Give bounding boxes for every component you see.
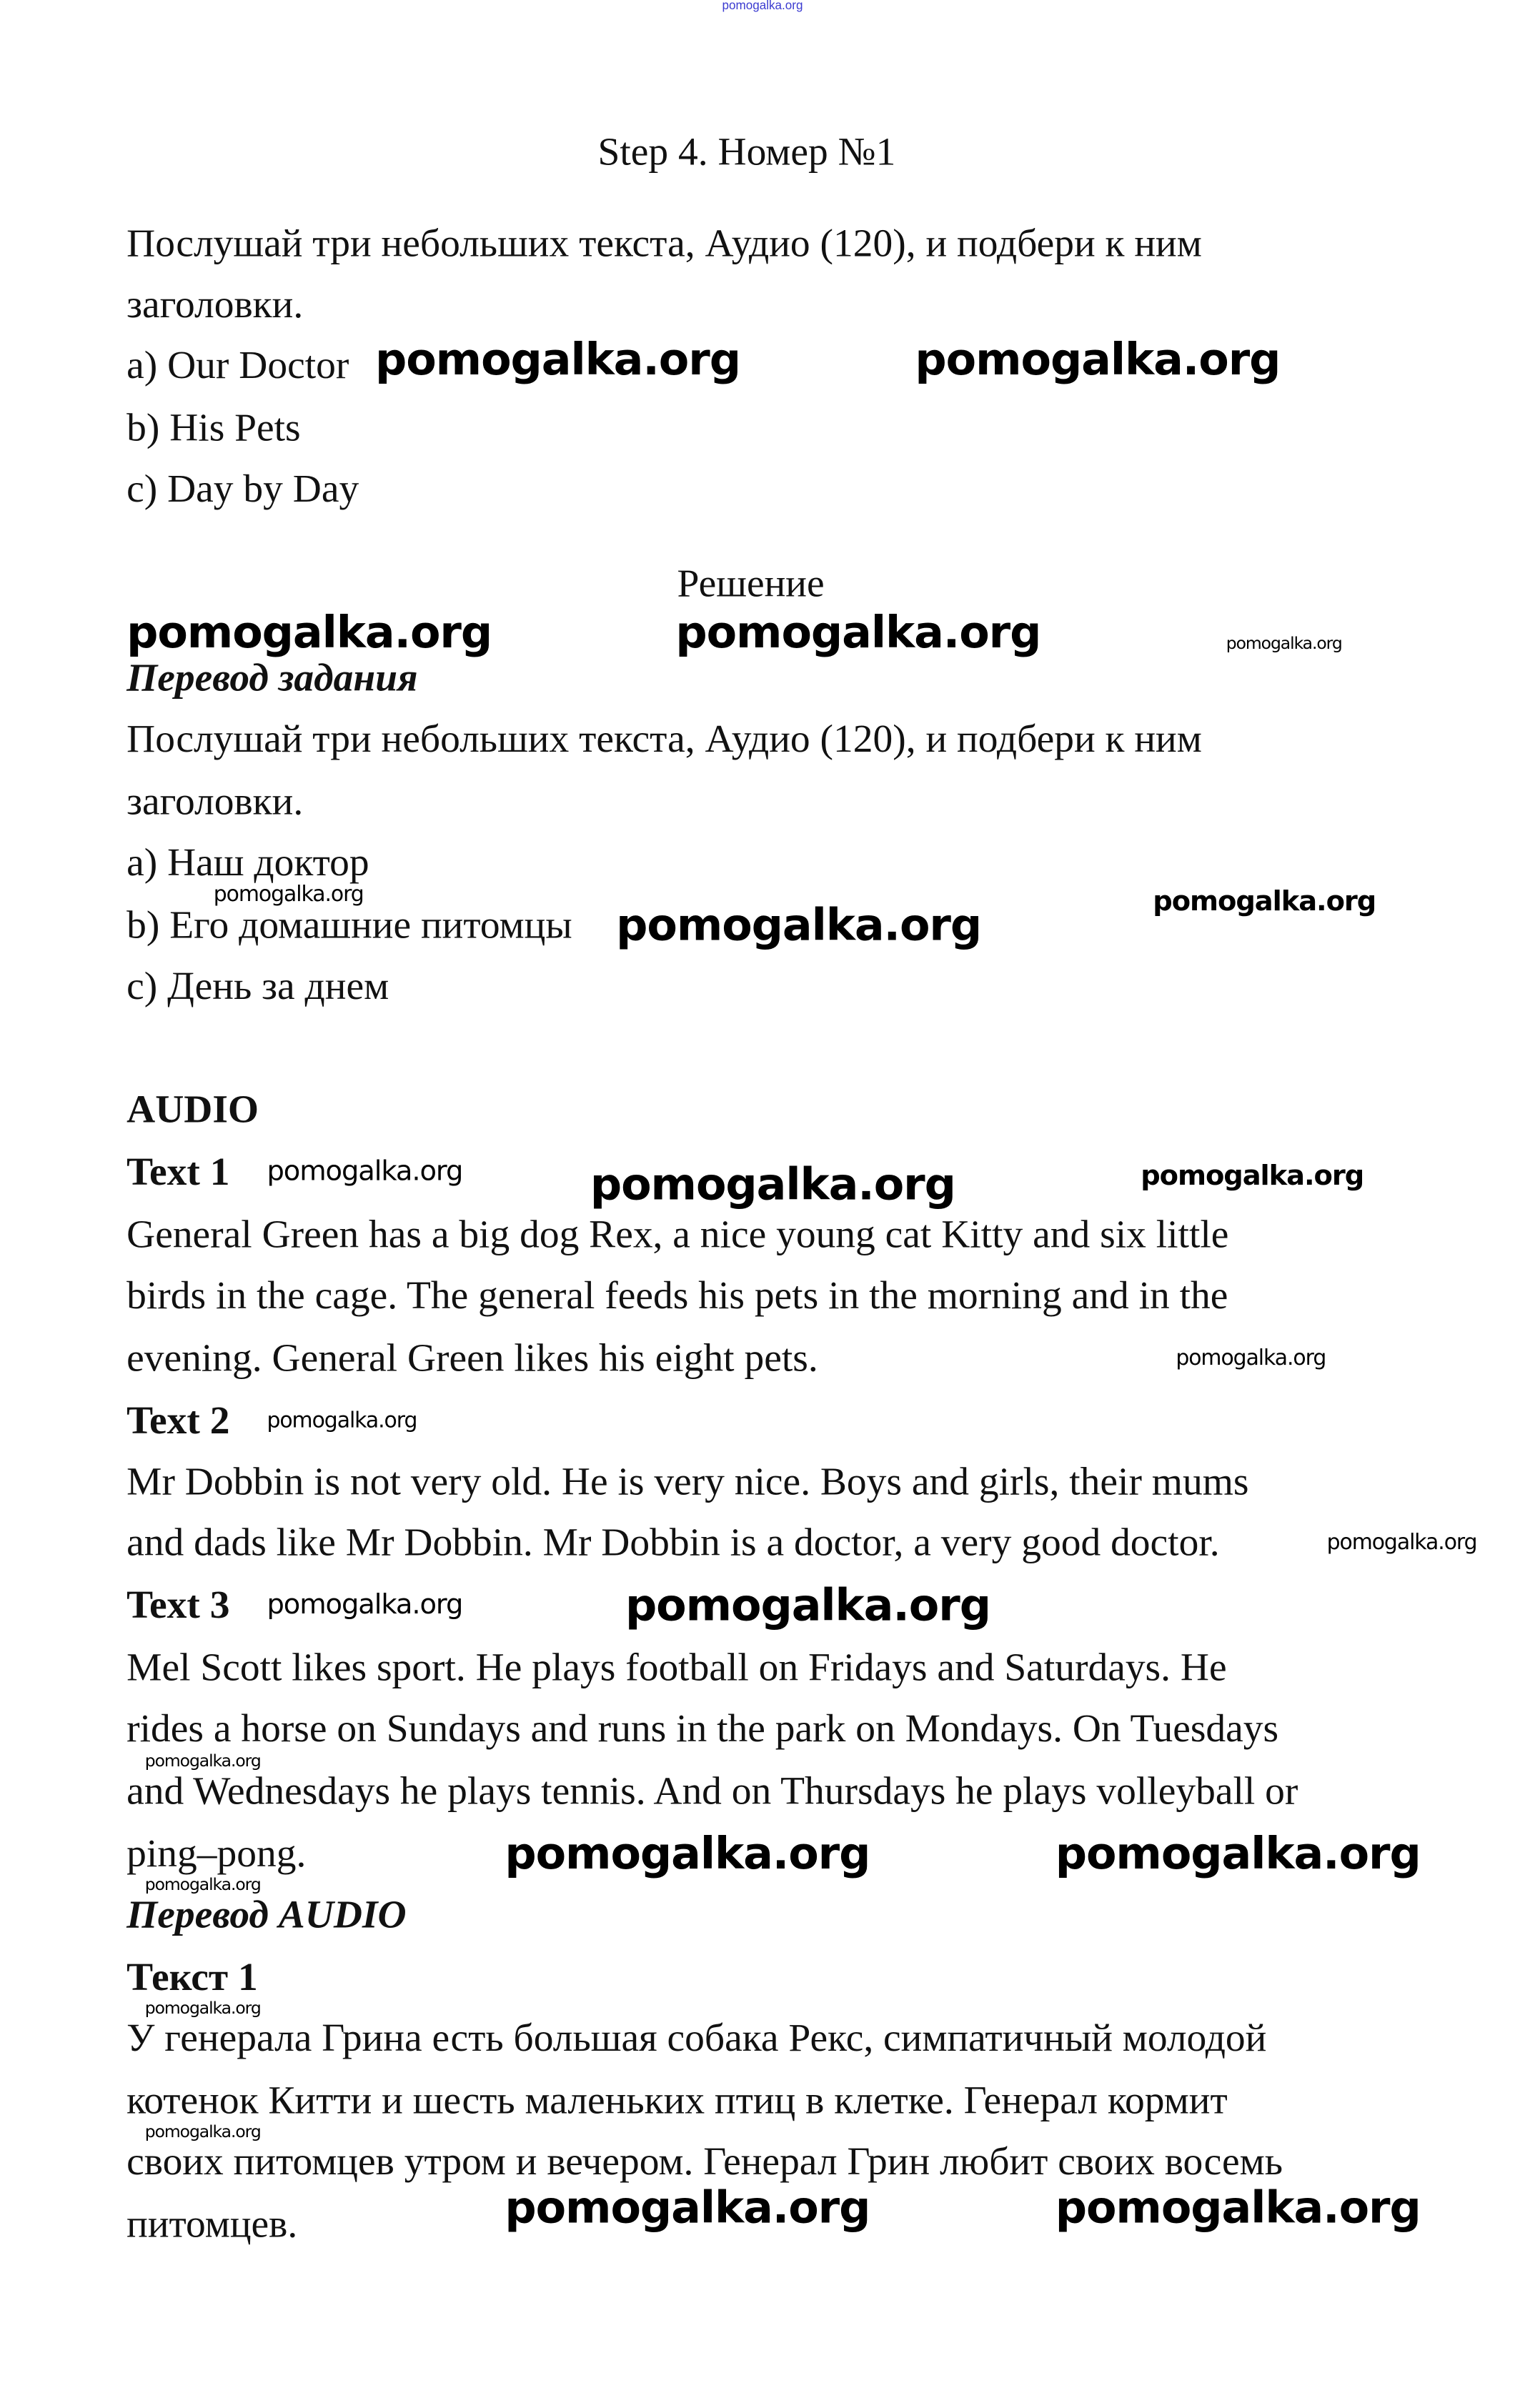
translation-option: c) День за днем <box>126 963 389 1008</box>
text-line: General Green has a big dog Rex, a nice young cat Kitty and six little <box>126 1212 1229 1257</box>
watermark: pomogalka.org <box>505 2181 870 2234</box>
watermark: pomogalka.org <box>505 1827 870 1880</box>
text-line: У генерала Грина есть большая собака Рекс, симпатичный молодой <box>126 2016 1267 2061</box>
header-watermark: pomogalka.org <box>722 0 803 13</box>
text-title: Text 2 <box>126 1398 230 1443</box>
translation-heading: Перевод задания <box>126 655 418 700</box>
watermark: pomogalka.org <box>144 1874 261 1895</box>
watermark: pomogalka.org <box>374 333 740 385</box>
watermark: pomogalka.org <box>1153 885 1376 918</box>
text-line: rides a horse on Sundays and runs in the park on Mondays. On Tuesdays <box>126 1706 1279 1751</box>
text-line: котенок Китти и шесть маленьких птиц в клетке. Генерал кормит <box>126 2078 1228 2123</box>
watermark: pomogalka.org <box>915 333 1281 385</box>
translation-option: b) Его домашние питомцы <box>126 902 572 947</box>
text-line: Mel Scott likes sport. He plays football on Fridays and Saturdays. He <box>126 1645 1227 1690</box>
task-option: a) Our Doctor <box>126 343 349 388</box>
watermark: pomogalka.org <box>675 606 1041 658</box>
watermark: pomogalka.org <box>1176 1346 1326 1371</box>
watermark: pomogalka.org <box>1055 2181 1421 2234</box>
watermark: pomogalka.org <box>126 606 492 658</box>
text-title: Текст 1 <box>126 1954 258 1999</box>
translation-text: Послушай три небольших текста, Аудио (120), и подбери к ним <box>126 716 1202 761</box>
text-title: Text 3 <box>126 1583 230 1627</box>
audio-heading: AUDIO <box>126 1087 259 1132</box>
translation-text: заголовки. <box>126 779 304 824</box>
text-title: Text 1 <box>126 1150 230 1194</box>
watermark: pomogalka.org <box>144 1751 261 1771</box>
watermark: pomogalka.org <box>1141 1160 1364 1193</box>
watermark: pomogalka.org <box>590 1158 955 1210</box>
watermark: pomogalka.org <box>267 1408 417 1433</box>
text-line: ping–pong. <box>126 1831 307 1876</box>
watermark: pomogalka.org <box>625 1578 990 1631</box>
audio-translation-heading: Перевод AUDIO <box>126 1892 407 1937</box>
text-line: and Wednesdays he plays tennis. And on Thursdays he plays volleyball or <box>126 1768 1298 1814</box>
text-line: своих питомцев утром и вечером. Генерал Грин любит своих восемь <box>126 2139 1283 2184</box>
watermark: pomogalka.org <box>213 882 364 907</box>
text-line: evening. General Green likes his eight pets. <box>126 1335 818 1380</box>
watermark: pomogalka.org <box>267 1155 463 1188</box>
solution-label: Решение <box>677 561 825 606</box>
task-option: c) Day by Day <box>126 467 359 511</box>
watermark: pomogalka.org <box>1326 1531 1477 1556</box>
page-title: Step 4. Номер №1 <box>597 129 896 174</box>
translation-option: a) Наш доктор <box>126 840 369 885</box>
text-line: and dads like Mr Dobbin. Mr Dobbin is a doctor, a very good doctor. <box>126 1520 1220 1565</box>
text-line: birds in the cage. The general feeds his pets in the morning and in the <box>126 1273 1228 1318</box>
watermark: pomogalka.org <box>1055 1827 1421 1880</box>
watermark: pomogalka.org <box>267 1588 463 1621</box>
task-text: заголовки. <box>126 282 304 327</box>
watermark: pomogalka.org <box>144 1998 261 2019</box>
watermark: pomogalka.org <box>616 898 982 951</box>
text-line: Mr Dobbin is not very old. He is very nice. Boys and girls, their mums <box>126 1459 1249 1504</box>
watermark: pomogalka.org <box>1226 633 1342 654</box>
task-text: Послушай три небольших текста, Аудио (120), и подбери к ним <box>126 221 1202 266</box>
task-option: b) His Pets <box>126 405 301 450</box>
text-line: питомцев. <box>126 2201 298 2247</box>
watermark: pomogalka.org <box>144 2121 261 2142</box>
